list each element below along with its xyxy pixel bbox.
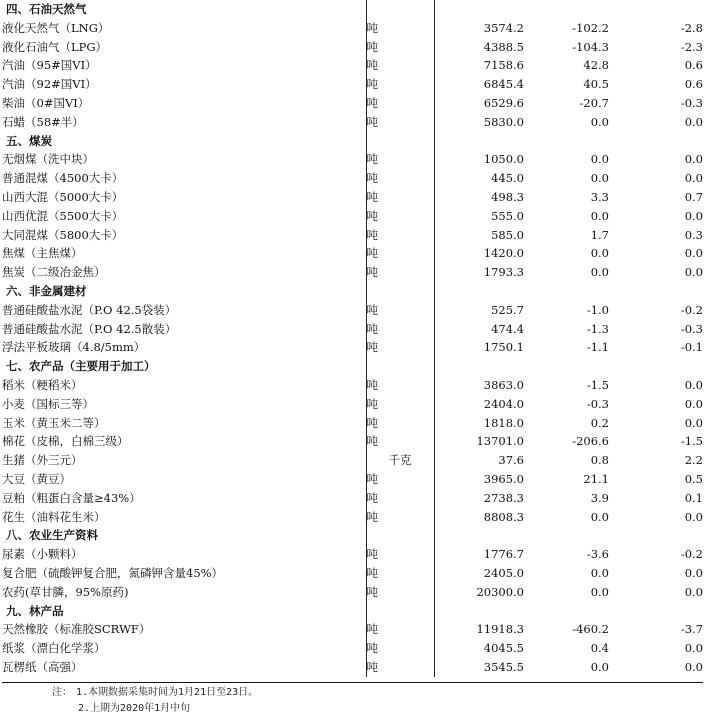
pct-change-cell: 0.7	[684, 189, 703, 204]
table-row	[2, 19, 703, 38]
table-row	[2, 338, 703, 357]
unit-cell: 吨	[366, 301, 434, 320]
unit-cell: 吨	[366, 263, 434, 282]
table-row	[2, 564, 703, 583]
product-name: 棉花（皮棉，白棉三级）	[2, 434, 129, 449]
unit-cell: 吨	[366, 94, 434, 113]
pct-cell-empty	[609, 132, 703, 151]
price-cell: 445.0	[491, 171, 524, 186]
pct-change-cell: 0.0	[684, 415, 703, 430]
table-row	[2, 188, 703, 207]
price-cell: 6529.6	[483, 95, 524, 110]
product-name: 石蜡（58#半）	[2, 114, 84, 129]
pct-change-cell: 0.0	[684, 396, 703, 411]
change-cell: -206.6	[572, 434, 609, 449]
product-name: 小麦（国标三等）	[2, 396, 94, 411]
pct-change-cell: -0.2	[680, 302, 703, 317]
change-cell: 0.4	[590, 641, 609, 656]
pct-change-cell: 0.5	[684, 471, 703, 486]
product-name: 无烟煤（洗中块）	[2, 152, 94, 167]
price-cell-empty	[434, 0, 524, 19]
unit-cell: 吨	[366, 320, 434, 339]
product-name: 焦炭（二级冶金焦）	[2, 265, 106, 280]
table-row	[2, 207, 703, 226]
unit-cell: 吨	[366, 188, 434, 207]
change-cell: 0.0	[590, 171, 609, 186]
price-cell: 5830.0	[483, 114, 524, 129]
change-cell: -460.2	[572, 622, 609, 637]
section-title: 九、林产品	[6, 603, 64, 618]
change-cell: 42.8	[583, 58, 609, 73]
section-header-row	[2, 132, 703, 151]
unit-cell: 吨	[366, 508, 434, 527]
product-name: 普通硅酸盐水泥（P.O 42.5散装）	[2, 321, 177, 336]
price-cell: 8808.3	[483, 509, 524, 524]
pct-change-cell: -3.7	[680, 622, 703, 637]
price-cell: 555.0	[491, 208, 524, 223]
unit-cell: 吨	[366, 564, 434, 583]
price-cell: 525.7	[491, 302, 524, 317]
section-header-row	[2, 282, 703, 301]
pct-change-cell: -2.8	[680, 20, 703, 35]
change-cell: 3.9	[590, 490, 609, 505]
unit-cell: 千克	[366, 451, 434, 470]
unit-cell-empty	[366, 282, 434, 301]
table-row	[2, 620, 703, 639]
price-cell-empty	[434, 526, 524, 545]
table-row	[2, 395, 703, 414]
price-cell: 3574.2	[483, 20, 524, 35]
product-name: 复合肥（硫酸钾复合肥，氮磷钾含量45%）	[2, 565, 224, 580]
section-title: 六、非金属建材	[6, 283, 87, 298]
change-cell: 3.3	[590, 189, 609, 204]
change-cell: 0.0	[590, 114, 609, 129]
change-cell: -1.0	[586, 302, 609, 317]
price-cell: 1050.0	[483, 152, 524, 167]
product-name: 瓦楞纸（高强）	[2, 659, 83, 674]
pct-change-cell: -0.2	[680, 547, 703, 562]
table-row	[2, 639, 703, 658]
change-cell: 0.0	[590, 659, 609, 674]
change-cell: 0.0	[590, 584, 609, 599]
product-name: 玉米（黄玉米二等）	[2, 415, 106, 430]
table-row	[2, 301, 703, 320]
table-row	[2, 376, 703, 395]
section-title: 四、石油天然气	[6, 2, 87, 16]
product-name: 稻米（粳稻米）	[2, 377, 83, 392]
product-name: 天然橡胶（标准胶SCRWF）	[2, 622, 151, 637]
price-cell: 11918.3	[476, 622, 524, 637]
price-cell: 585.0	[491, 227, 524, 242]
pct-change-cell: 0.0	[684, 171, 703, 186]
change-cell: -3.6	[586, 547, 609, 562]
product-name: 生猪（外三元）	[2, 453, 83, 468]
section-header-row	[2, 0, 703, 19]
change-cell: 0.0	[590, 208, 609, 223]
unit-cell-empty	[366, 0, 434, 19]
change-cell: -0.3	[586, 396, 609, 411]
pct-change-cell: 2.2	[684, 453, 703, 468]
table-row	[2, 38, 703, 57]
table-row	[2, 113, 703, 132]
table-row	[2, 451, 703, 470]
pct-cell-empty	[609, 526, 703, 545]
pct-change-cell: -1.5	[680, 434, 703, 449]
price-cell: 498.3	[491, 189, 524, 204]
price-cell: 4388.5	[483, 39, 524, 54]
change-cell: 21.1	[583, 471, 609, 486]
pct-change-cell: 0.3	[684, 227, 703, 242]
section-header-row	[2, 357, 703, 376]
pct-cell-empty	[609, 0, 703, 19]
product-name: 汽油（95#国VI）	[2, 58, 97, 73]
change-cell: -1.5	[586, 377, 609, 392]
product-name: 豆粕（粗蛋白含量≥43%）	[2, 490, 141, 505]
change-cell: 0.0	[590, 509, 609, 524]
unit-cell: 吨	[366, 38, 434, 57]
product-name: 汽油（92#国VI）	[2, 77, 97, 92]
price-cell: 37.6	[498, 453, 524, 468]
pct-cell-empty	[609, 602, 703, 621]
pct-change-cell: 0.1	[684, 490, 703, 505]
pct-change-cell: 0.0	[684, 584, 703, 599]
unit-cell: 吨	[366, 56, 434, 75]
unit-cell: 吨	[366, 583, 434, 602]
unit-cell: 吨	[366, 489, 434, 508]
product-name: 普通混煤（4500大卡）	[2, 171, 124, 186]
change-cell: -1.1	[586, 340, 609, 355]
price-table-body	[2, 0, 703, 677]
pct-change-cell: -0.3	[680, 95, 703, 110]
price-cell: 1793.3	[483, 265, 524, 280]
price-cell: 474.4	[491, 321, 524, 336]
product-name: 尿素（小颗料）	[2, 547, 83, 562]
pct-change-cell: 0.6	[684, 77, 703, 92]
price-cell: 4045.5	[483, 641, 524, 656]
change-cell-empty	[524, 132, 609, 151]
unit-cell: 吨	[366, 113, 434, 132]
price-cell: 3863.0	[483, 377, 524, 392]
change-cell: 1.7	[590, 227, 609, 242]
unit-cell: 吨	[366, 620, 434, 639]
table-row	[2, 508, 703, 527]
pct-change-cell: 0.0	[684, 565, 703, 580]
change-cell-empty	[524, 282, 609, 301]
change-cell: 40.5	[583, 77, 609, 92]
change-cell: 0.2	[590, 415, 609, 430]
price-cell-empty	[434, 357, 524, 376]
unit-cell: 吨	[366, 545, 434, 564]
product-name: 焦煤（主焦煤）	[2, 246, 83, 261]
price-cell-empty	[434, 132, 524, 151]
unit-cell-empty	[366, 602, 434, 621]
footnote-1-text: 1.本期数据采集时间为1月21日至23日。	[76, 687, 259, 698]
price-cell: 2738.3	[483, 490, 524, 505]
change-cell: 0.0	[590, 246, 609, 261]
pct-change-cell: 0.0	[684, 265, 703, 280]
price-table	[2, 0, 704, 677]
footnote-1	[0, 685, 705, 701]
product-name: 山西大混（5000大卡）	[2, 189, 124, 204]
table-row	[2, 150, 703, 169]
product-name: 花生（油料花生米）	[2, 509, 106, 524]
product-name: 山西优混（5500大卡）	[2, 208, 124, 223]
price-cell: 6845.4	[483, 77, 524, 92]
price-cell: 20300.0	[476, 584, 524, 599]
pct-change-cell: 0.0	[684, 509, 703, 524]
price-cell: 1776.7	[483, 547, 524, 562]
product-name: 柴油（0#国VI）	[2, 95, 90, 110]
table-row	[2, 320, 703, 339]
section-header-row	[2, 602, 703, 621]
change-cell-empty	[524, 526, 609, 545]
unit-cell: 吨	[366, 338, 434, 357]
unit-cell: 吨	[366, 376, 434, 395]
change-cell: -102.2	[572, 20, 609, 35]
product-name: 大豆（黄豆）	[2, 471, 71, 486]
change-cell: 0.0	[590, 565, 609, 580]
change-cell: 0.0	[590, 152, 609, 167]
unit-cell: 吨	[366, 226, 434, 245]
pct-change-cell: -0.3	[680, 321, 703, 336]
unit-cell: 吨	[366, 150, 434, 169]
unit-cell-empty	[366, 357, 434, 376]
unit-cell: 吨	[366, 395, 434, 414]
unit-cell: 吨	[366, 207, 434, 226]
footnote-2-text: 2.上期为2020年1月中旬	[78, 703, 191, 714]
product-name: 液化石油气（LPG）	[2, 39, 108, 54]
price-cell: 1420.0	[483, 246, 524, 261]
section-title: 八、农业生产资料	[6, 528, 98, 543]
footnote-label: 注：	[52, 687, 72, 698]
price-cell-empty	[434, 602, 524, 621]
footnote-2	[0, 701, 705, 717]
table-row	[2, 226, 703, 245]
pct-change-cell: -2.3	[680, 39, 703, 54]
unit-cell: 吨	[366, 414, 434, 433]
change-cell: 0.8	[590, 453, 609, 468]
price-cell: 2404.0	[483, 396, 524, 411]
price-cell: 3545.5	[483, 659, 524, 674]
price-cell-empty	[434, 282, 524, 301]
table-row	[2, 489, 703, 508]
table-row	[2, 263, 703, 282]
product-name: 农药(草甘膦，95%原药)	[2, 584, 129, 599]
table-row	[2, 583, 703, 602]
pct-change-cell: 0.0	[684, 641, 703, 656]
section-title: 七、农产品（主要用于加工）	[6, 359, 156, 374]
unit-cell: 吨	[366, 169, 434, 188]
pct-change-cell: 0.0	[684, 208, 703, 223]
unit-cell-empty	[366, 132, 434, 151]
pct-cell-empty	[609, 357, 703, 376]
price-cell: 13701.0	[476, 434, 524, 449]
section-header-row	[2, 526, 703, 545]
unit-cell: 吨	[366, 19, 434, 38]
table-bottom-rule	[2, 682, 703, 683]
price-cell: 1818.0	[483, 415, 524, 430]
table-row	[2, 244, 703, 263]
price-cell: 3965.0	[483, 471, 524, 486]
price-cell: 2405.0	[483, 565, 524, 580]
change-cell: -20.7	[579, 95, 609, 110]
footnotes	[0, 685, 705, 717]
table-row	[2, 75, 703, 94]
table-row	[2, 470, 703, 489]
change-cell: -104.3	[572, 39, 609, 54]
change-cell: -1.3	[586, 321, 609, 336]
table-row	[2, 432, 703, 451]
pct-change-cell: -0.1	[680, 340, 703, 355]
table-row	[2, 56, 703, 75]
unit-cell: 吨	[366, 470, 434, 489]
price-cell: 1750.1	[483, 340, 524, 355]
unit-cell: 吨	[366, 639, 434, 658]
unit-cell-empty	[366, 526, 434, 545]
product-name: 液化天然气（LNG）	[2, 20, 110, 35]
pct-cell-empty	[609, 282, 703, 301]
pct-change-cell: 0.0	[684, 152, 703, 167]
product-name: 纸浆（漂白化学浆）	[2, 641, 106, 656]
unit-cell: 吨	[366, 432, 434, 451]
change-cell: 0.0	[590, 265, 609, 280]
table-row	[2, 94, 703, 113]
section-title: 五、煤炭	[6, 133, 52, 148]
unit-cell: 吨	[366, 75, 434, 94]
price-cell: 7158.6	[483, 58, 524, 73]
unit-cell: 吨	[366, 244, 434, 263]
pct-change-cell: 0.6	[684, 58, 703, 73]
pct-change-cell: 0.0	[684, 246, 703, 261]
pct-change-cell: 0.0	[684, 659, 703, 674]
pct-change-cell: 0.0	[684, 377, 703, 392]
table-row	[2, 658, 703, 677]
change-cell-empty	[524, 357, 609, 376]
change-cell-empty	[524, 602, 609, 621]
product-name: 大同混煤（5800大卡）	[2, 227, 124, 242]
product-name: 浮法平板玻璃（4.8/5mm）	[2, 340, 146, 355]
change-cell-empty	[524, 0, 609, 19]
pct-change-cell: 0.0	[684, 114, 703, 129]
product-name: 普通硅酸盐水泥（P.O 42.5袋装）	[2, 302, 177, 317]
table-row	[2, 414, 703, 433]
table-row	[2, 169, 703, 188]
table-row	[2, 545, 703, 564]
unit-cell: 吨	[366, 658, 434, 677]
